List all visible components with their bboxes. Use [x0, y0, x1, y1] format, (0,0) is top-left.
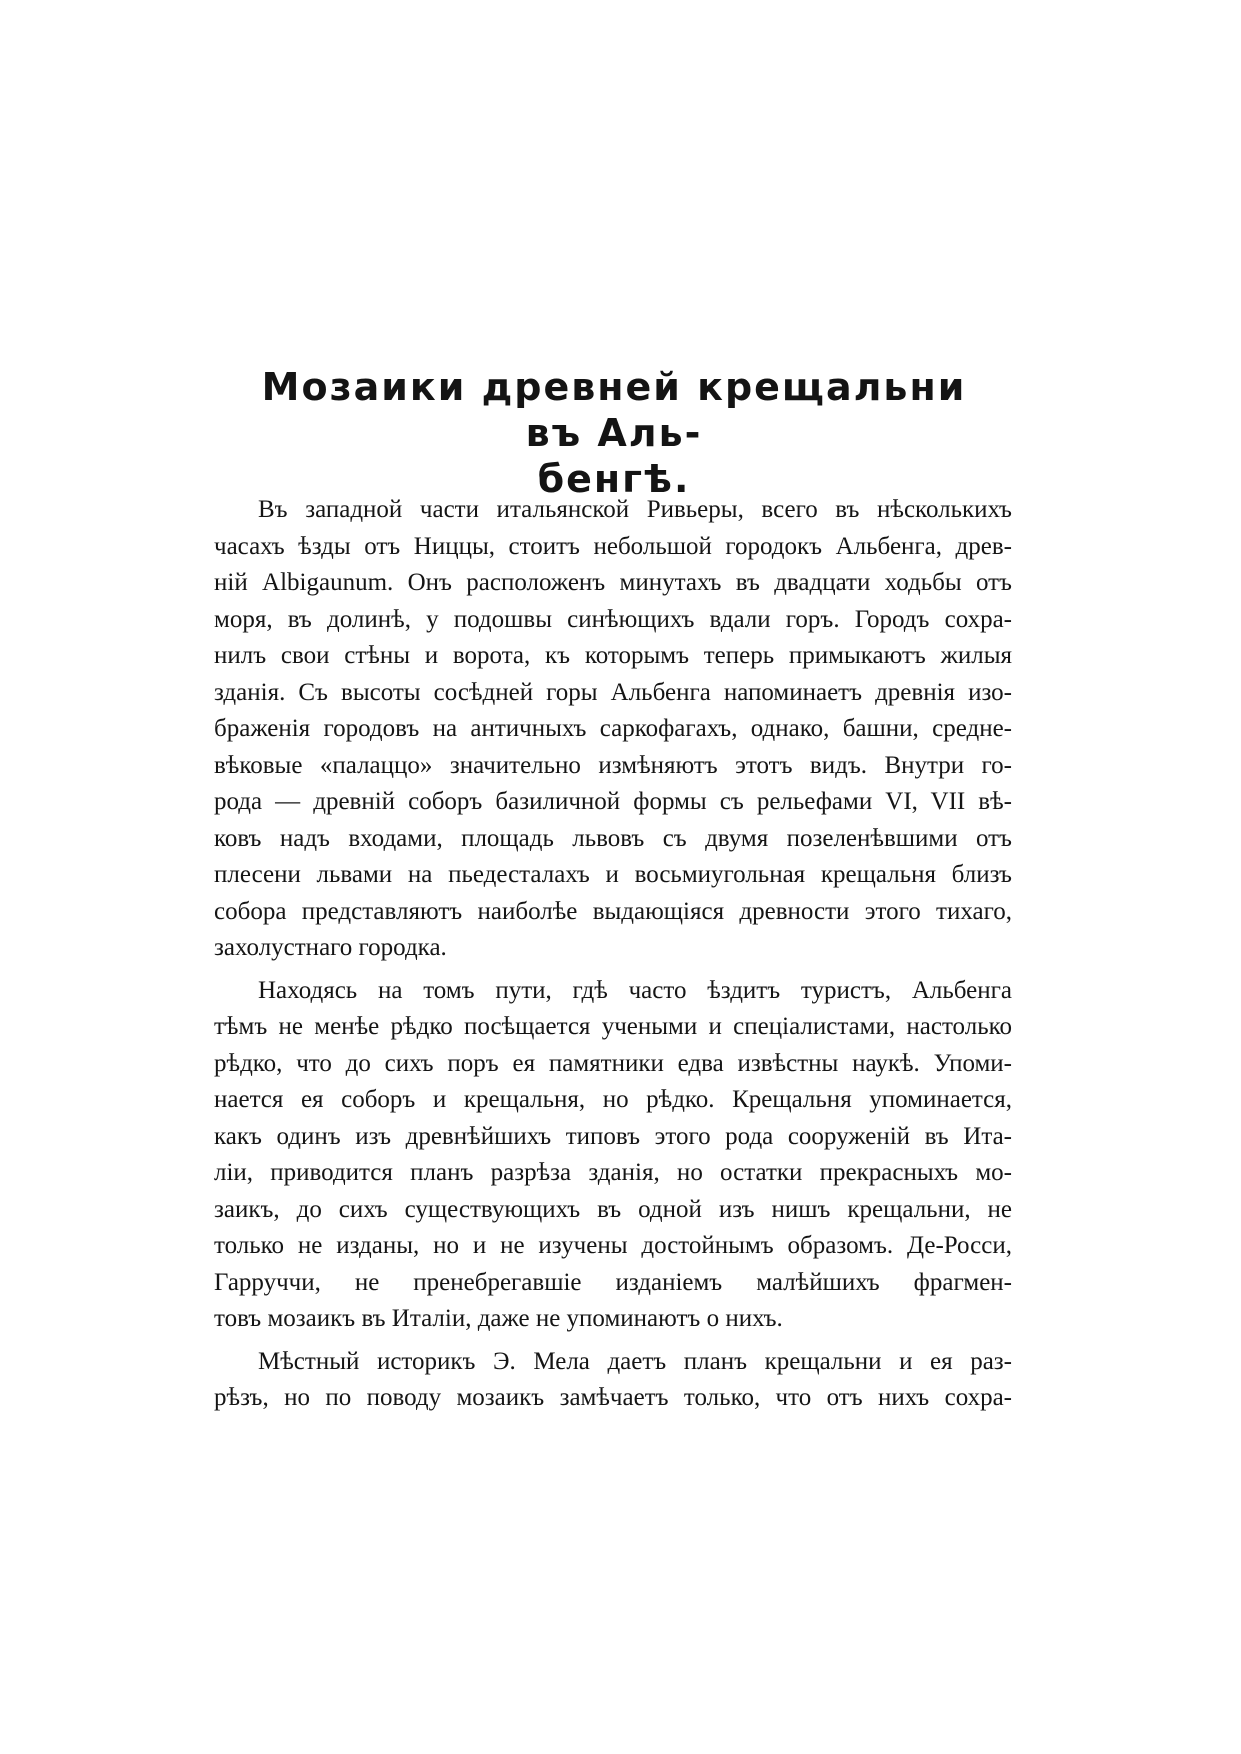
text-line: рѣдко, что до сихъ поръ ея памятники едва извѣстны наукѣ. Упоми- — [214, 1049, 1012, 1077]
title-line-2: бенгѣ. — [537, 457, 691, 501]
text-line: нилъ свои стѣны и ворота, къ которымъ теперь примыкаютъ жилыя — [214, 642, 1012, 669]
paragraph-3 — [214, 1344, 1012, 1417]
page-title — [228, 364, 1000, 502]
text-line: зданія. Съ высоты сосѣдней горы Альбенга напоминаетъ древнія изо- — [214, 678, 1012, 706]
text-line: какъ одинъ изъ древнѣйшихъ типовъ этого рода сооруженій въ Ита- — [214, 1122, 1012, 1150]
text-line: нается ея соборъ и крещальня, но рѣдко. Крещальня упоминается, — [214, 1086, 1012, 1113]
text-line: только не изданы, но и не изучены достойнымъ образомъ. Де-Росси, — [214, 1232, 1012, 1259]
text-line: собора представляютъ наиболѣе выдающіяся древности этого тихаго, — [214, 897, 1012, 925]
text-line: Мѣстный историкъ Э. Мела даетъ планъ крещальни и ея раз- — [258, 1347, 1012, 1375]
text-line: захолустнаго городка. — [214, 934, 447, 961]
text-line: вѣковые «палаццо» значительно измѣняютъ этотъ видъ. Внутри го- — [214, 751, 1012, 779]
text-line: часахъ ѣзды отъ Ниццы, стоитъ небольшой городокъ Альбенга, древ- — [214, 532, 1012, 560]
text-line: товъ мозаикъ въ Италіи, даже не упоминаютъ о нихъ. — [214, 1305, 783, 1332]
body-text — [214, 492, 1012, 1417]
text-line: Въ западной части итальянской Ривьеры, всего въ нѣсколькихъ — [258, 496, 1012, 523]
text-line: Находясь на томъ пути, гдѣ часто ѣздитъ туристъ, Альбенга — [258, 976, 1012, 1004]
paragraph-2 — [214, 973, 1012, 1338]
text-line: плесени львами на пьедесталахъ и восьмиугольная крещальня близъ — [214, 861, 1012, 888]
text-line: ній Albigaunum. Онъ расположенъ минутахъ въ двадцати ходьбы отъ — [214, 569, 1012, 596]
paragraph-1 — [214, 492, 1012, 967]
text-line: моря, въ долинѣ, у подошвы синѣющихъ вдали горъ. Городъ сохра- — [214, 605, 1012, 633]
text-line: рѣзъ, но по поводу мозаикъ замѣчаетъ только, что отъ нихъ сохра- — [214, 1384, 1012, 1411]
text-line: ліи, приводится планъ разрѣза зданія, но остатки прекрасныхъ мо- — [214, 1159, 1012, 1186]
text-line: Гарруччи, не пренебрегавшіе изданіемъ малѣйшихъ фрагмен- — [214, 1268, 1012, 1296]
text-line: тѣмъ не менѣе рѣдко посѣщается учеными и спеціалистами, настолько — [214, 1013, 1012, 1040]
title-line-1: Мозаики древней крещальни въ Аль- — [261, 365, 967, 455]
text-line: рода — древній соборъ базиличной формы съ рельефами VI, VII вѣ- — [214, 788, 1012, 815]
text-line: ковъ надъ входами, площадь львовъ съ двумя позеленѣвшими отъ — [214, 824, 1012, 852]
text-line: браженія городовъ на античныхъ саркофагахъ, однако, башни, средне- — [214, 715, 1012, 742]
text-line: заикъ, до сихъ существующихъ въ одной изъ нишъ крещальни, не — [214, 1195, 1012, 1223]
